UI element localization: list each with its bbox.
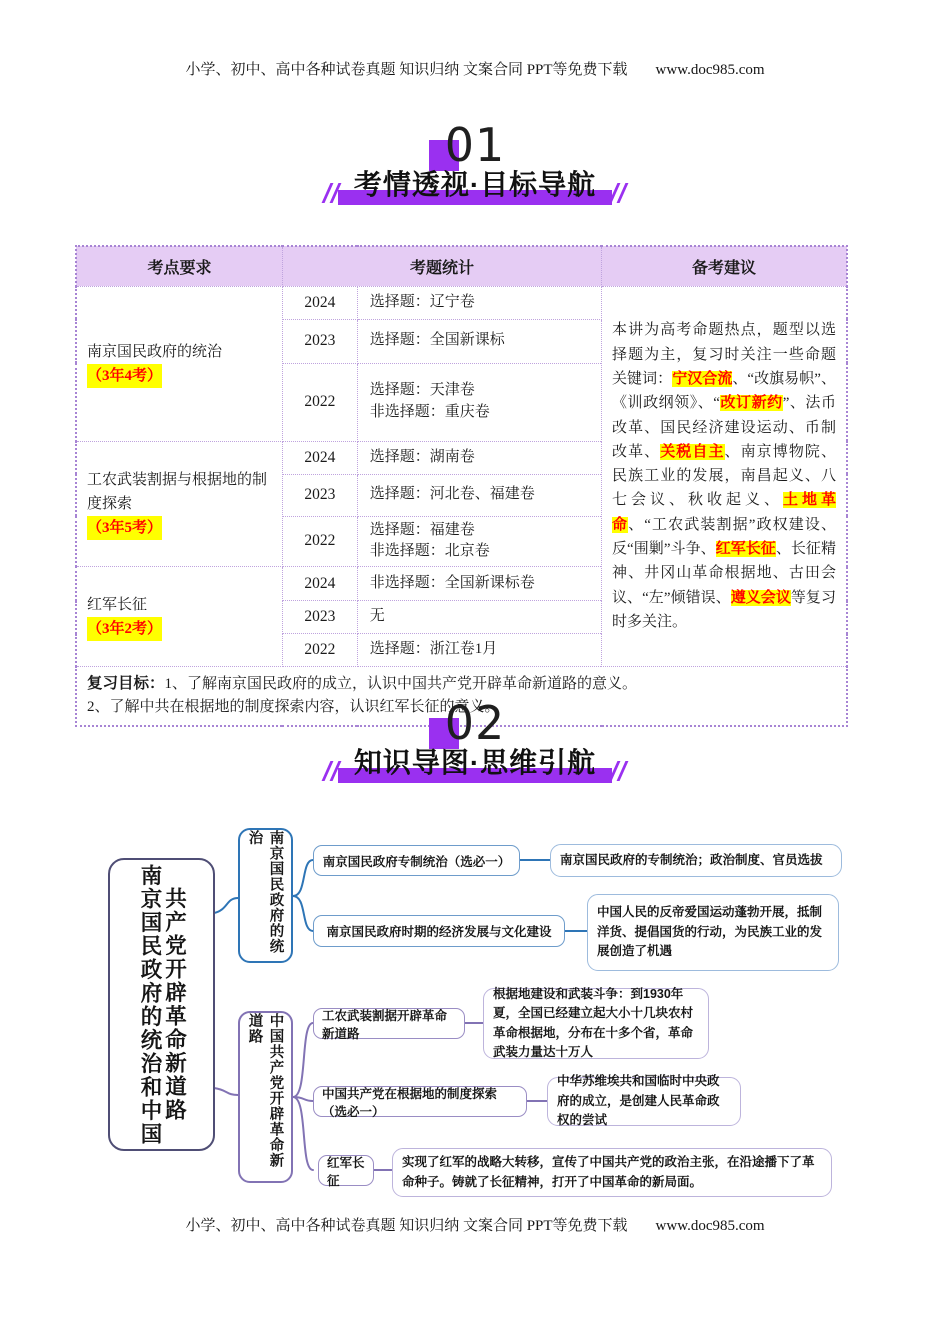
desc-node-armed-separatism: 根据地建设和武装斗争：到1930年夏，全国已经建立起大小十几块农村革命根据地，分布在十多个省，革命武装力量达十万人 xyxy=(483,988,709,1059)
topic-node-autocratic-rule: 南京国民政府专制统治（选必一） xyxy=(313,845,520,876)
desc-node-economy-culture: 中国人民的反帝爱国运动蓬勃开展，抵制洋货、提倡国货的行动，为民族工业的发展创造了机遇 xyxy=(587,894,839,971)
topic-exam-count: （3年5考） xyxy=(87,516,162,540)
exam-detail-cell: 选择题：全国新课标 xyxy=(357,319,601,363)
section-2-title: 知识导图·思维引航 xyxy=(350,748,600,779)
table-row xyxy=(76,286,847,319)
col-header-exam-points: 考点要求 xyxy=(76,246,282,286)
topic-exam-count: （3年2考） xyxy=(87,617,162,641)
year-cell: 2022 xyxy=(282,363,357,441)
prep-advice-cell xyxy=(602,286,847,667)
review-goal-2: 2、了解中共在根据地的制度探索内容，认识红军长征的意义。 xyxy=(87,698,500,715)
exam-detail-cell: 非选择题：全国新课标卷 xyxy=(357,567,601,601)
double-slash-decoration-left xyxy=(326,183,337,203)
col-header-prep-advice: 备考建议 xyxy=(602,246,847,286)
year-cell: 2024 xyxy=(282,441,357,474)
topic-name: 南京国民政府的统治 xyxy=(87,343,223,360)
year-cell: 2022 xyxy=(282,634,357,667)
exam-statistics-table xyxy=(75,245,848,727)
header-site-url: www.doc985.com xyxy=(655,62,765,78)
topic-node-armed-separatism: 工农武装割据开辟革命新道路 xyxy=(313,1008,465,1039)
desc-node-long-march: 实现了红军的战略大转移，宣传了中国共产党的政治主张，在沿途播下了革命种子。铸就了长征精神，打开了中国革命的新局面。 xyxy=(392,1148,832,1197)
section-1-number xyxy=(444,118,506,172)
root-title-column-1: 南京国民政府的统治和中国 xyxy=(138,863,162,1146)
topic-cell-nanjing-government xyxy=(76,286,282,441)
section-2-number-text: 02 xyxy=(444,696,506,750)
desc-node-base-area-institutions: 中华苏维埃共和国临时中央政府的成立，是创建人民革命政权的尝试 xyxy=(547,1077,741,1126)
year-cell: 2023 xyxy=(282,601,357,634)
exam-detail-cell: 无 xyxy=(357,601,601,634)
root-title-column-2: 共产党开辟革命新道路 xyxy=(162,887,187,1122)
desc-node-autocratic-rule: 南京国民政府的专制统治；政治制度、官员选拔 xyxy=(550,844,842,877)
section-1-title: 考情透视·目标导航 xyxy=(350,170,600,201)
knowledge-mindmap xyxy=(0,810,950,1210)
footer-site-url: www.doc985.com xyxy=(655,1218,765,1234)
advice-text: 本讲为高考命题热点，题型以选择题为主，复习时关注一些命题关键词：宁汉合流、“改旗易帜”、《训政纲领》、“改订新约”、法币改革、国民经济建设运动、币制改革、关税自主、南京博物院、民族工业的发展，南昌起义、八七会议、秋收起义、土地革命、“工农武装割据”政权建设、反“围剿”斗争、红军长征、长征精神、井冈山革命根据地、古田会议、“左”倾错误、遵义会议等复习时多关注。 xyxy=(612,322,836,630)
page-header xyxy=(0,58,950,79)
double-slash-decoration-right xyxy=(613,761,624,781)
table-header-row xyxy=(76,246,847,286)
exam-detail-cell: 选择题：浙江卷1月 xyxy=(357,634,601,667)
exam-detail-cell: 选择题：河北卷、福建卷 xyxy=(357,474,601,516)
footer-text: 小学、初中、高中各种试卷真题 知识归纳 文案合同 PPT等免费下载 xyxy=(185,1218,628,1234)
section-2-heading xyxy=(0,696,950,779)
topic-name: 工农武装割据与根据地的制度探索 xyxy=(87,471,268,512)
year-cell: 2023 xyxy=(282,474,357,516)
header-text: 小学、初中、高中各种试卷真题 知识归纳 文案合同 PPT等免费下载 xyxy=(185,62,628,78)
mindmap-root-node xyxy=(108,858,215,1151)
double-slash-decoration-left xyxy=(326,761,337,781)
double-slash-decoration-right xyxy=(613,183,624,203)
section-1-number-text: 01 xyxy=(444,118,506,172)
review-goals-label: 复习目标： xyxy=(87,675,165,692)
exam-detail-cell: 选择题：辽宁卷 xyxy=(357,286,601,319)
year-cell: 2024 xyxy=(282,286,357,319)
review-goal-1: 1、了解南京国民政府的成立，认识中国共产党开辟革命新道路的意义。 xyxy=(164,676,638,692)
topic-node-base-area-institutions: 中国共产党在根据地的制度探索（选必一） xyxy=(313,1086,527,1117)
topic-node-long-march: 红军长征 xyxy=(318,1155,374,1186)
topic-node-economy-culture: 南京国民政府时期的经济发展与文化建设 xyxy=(313,915,565,947)
branch-node-nanjing-government: 南京国民政府的统治 xyxy=(238,828,293,963)
page-footer xyxy=(0,1214,950,1235)
year-cell: 2024 xyxy=(282,567,357,601)
topic-exam-count: （3年4考） xyxy=(87,364,162,388)
section-1-heading xyxy=(0,118,950,201)
exam-detail-cell: 选择题：湖南卷 xyxy=(357,441,601,474)
exam-detail-cell: 选择题：福建卷 非选择题：北京卷 xyxy=(357,516,601,567)
topic-name: 红军长征 xyxy=(87,596,148,613)
year-cell: 2023 xyxy=(282,319,357,363)
topic-cell-armed-separatism xyxy=(76,441,282,567)
year-cell: 2022 xyxy=(282,516,357,567)
topic-cell-long-march xyxy=(76,567,282,667)
section-2-number xyxy=(444,696,506,750)
exam-detail-cell: 选择题：天津卷 非选择题：重庆卷 xyxy=(357,363,601,441)
col-header-question-stats: 考题统计 xyxy=(282,246,601,286)
branch-node-new-revolutionary-road: 中国共产党开辟革命新道路 xyxy=(238,1011,293,1183)
